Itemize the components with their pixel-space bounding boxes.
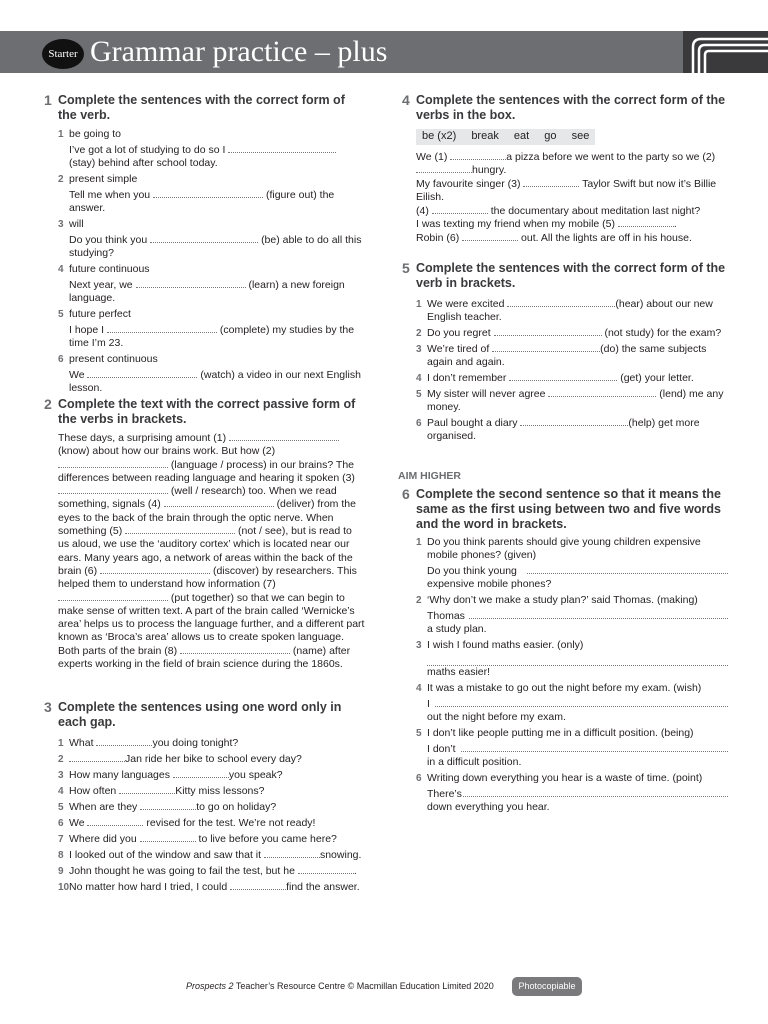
item-prompt: be going to [69,128,121,140]
item-number: 2 [58,754,64,765]
item-text: I looked out of the window and saw that it [69,849,262,861]
item-prompt: I wish I found maths easier. (only) [427,639,584,651]
word-box-item: break [471,130,499,142]
item-text: When are they [69,801,138,813]
list-item [416,388,728,414]
answer-gap[interactable] [140,801,196,810]
item-text: find the answer. [286,881,360,893]
item-text: We were excited [427,298,505,310]
answer-gap[interactable] [463,788,728,797]
answer-gap[interactable] [173,769,229,778]
answer-gap[interactable] [87,369,197,378]
answer-gap[interactable] [469,610,728,619]
item-prompt: will [69,218,84,230]
item-text: How often [69,785,117,797]
answer-gap[interactable] [432,205,488,214]
list-item [58,308,365,350]
item-number: 6 [416,773,422,784]
list-item [58,753,365,766]
list-item [58,353,365,395]
item-number: 6 [58,354,64,365]
item-prompt: It was a mistake to go out the night before my exam. (wish) [427,682,702,694]
exercise-1 [40,93,365,398]
list-item [416,594,728,636]
item-number: 4 [416,373,422,384]
item-text: to live before you came here? [198,833,337,845]
item-text: . [673,218,677,230]
list-item [58,833,365,846]
answer-gap[interactable] [450,151,506,160]
answer-gap[interactable] [527,565,728,574]
item-number: 5 [416,728,422,739]
passage-segment: (discover) by researchers. This helped them to understand how information (7) [58,564,357,591]
answer-gap[interactable] [507,298,615,307]
exercise-instruction: Complete the sentences with the correct form of the verb. [58,93,345,122]
item-number: 1 [416,537,422,548]
item-text: revised for the test. We’re not ready! [146,817,316,829]
item-text: out. All the lights are off in his house. [521,231,692,244]
exercise-number: 1 [44,92,52,108]
list-item [58,128,365,170]
passage-segment: (not / see), but is read to us aloud, we use the ‘auditory cortex’ which is located near our ears. Many years ago, a network of areas within the back of the brain (6) [58,525,353,577]
answer-gap[interactable] [548,388,656,397]
item-text: We (1) [416,150,448,163]
item-text: I’ve got a lot of studying to do so I [69,144,226,156]
exercise-4 [398,93,728,245]
answer-gap[interactable] [230,881,286,890]
answer-gap[interactable] [69,753,125,762]
answer-gap[interactable] [119,785,175,794]
exercise-number: 6 [402,486,410,502]
answer-gap[interactable] [58,592,168,601]
list-item [416,327,728,340]
exercise-instruction: Complete the text with the correct passive form of the verbs in brackets. [58,397,356,426]
item-number: 5 [416,389,422,400]
item-text: snowing. [319,849,362,861]
answer-gap[interactable] [153,189,263,198]
header-corner-tab [683,31,768,73]
list-item [58,817,365,830]
item-number: 2 [58,174,64,185]
answer-gap[interactable] [140,833,196,842]
item-number: 10 [58,882,70,893]
item-text: We [69,817,85,829]
item-text: I hope I [69,324,105,336]
passage-text [40,432,365,671]
item-text: (get) your letter. [620,372,694,384]
item-text: I [427,698,430,710]
item-text: you speak? [228,769,283,781]
item-text: Do you regret [427,327,491,339]
item-text: (watch) a video in our next English lesson. [69,369,361,394]
item-text: in a difficult position. [427,756,522,768]
item-text: We [69,369,85,381]
answer-gap[interactable] [509,372,617,381]
item-prompt: I don’t like people putting me in a difficult position. (being) [427,727,694,739]
word-box-item: be (x2) [422,130,457,142]
book-title: Prospects 2 [186,981,234,991]
item-prompt: Writing down everything you hear is a waste of time. (point) [427,772,703,784]
list-item [58,785,365,798]
list-item [416,727,728,769]
list-item [416,417,728,443]
answer-gap[interactable] [96,737,152,746]
exercise-items [398,129,728,245]
item-number: 2 [416,595,422,606]
exercise-heading [40,397,365,427]
passage-segment: (know) about how our brains work. But how (2) [58,445,276,458]
passage-segment: (name) after experts working in the field of brain science during the 1860s. [58,644,351,671]
item-text: a study plan. [427,623,487,635]
item-text: you doing tonight? [152,737,239,749]
copyright-text: Teacher’s Resource Centre © Macmillan Education Limited 2020 [233,981,494,991]
item-number: 5 [58,802,64,813]
item-text: down everything you hear. [427,801,550,813]
list-item [416,682,728,724]
answer-gap[interactable] [523,178,579,187]
exercise-heading [40,93,365,123]
answer-gap[interactable] [462,232,518,241]
answer-gap[interactable] [150,234,258,243]
passage-segment: (language / process) in our brains? The differences between reading language and hearing it spoken (3) [58,458,355,484]
answer-gap[interactable] [164,498,274,507]
answer-gap[interactable] [58,485,168,494]
item-number: 6 [58,818,64,829]
item-text: (4) [416,204,429,217]
list-item [58,737,365,750]
exercise-3 [40,700,365,897]
item-number: 3 [58,770,64,781]
item-text: My sister will never agree [427,388,546,400]
exercise-items [398,298,728,443]
passage-segment: These days, a surprising amount (1) [58,432,227,444]
item-text: a pizza before we went to the party so we (2) [506,150,716,163]
exercise-instruction: Complete the second sentence so that it means the same as the first using between two and five words and the word in brackets. [416,487,721,531]
answer-gap[interactable] [136,279,246,288]
item-text: Where did you [69,833,137,845]
exercise-number: 4 [402,92,410,108]
sentence [416,218,728,232]
item-number: 1 [416,299,422,310]
item-text: Taylor Swift but now it’s Billie Eilish. [416,177,717,203]
item-text: I was texting my friend when my mobile (5) [416,218,615,230]
exercise-instruction: Complete the sentences using one word only in each gap. [58,700,342,729]
list-item [58,173,365,215]
sentence [416,151,728,178]
item-text: Next year, we [69,279,133,291]
exercise-instruction: Complete the sentences with the correct form of the verbs in the box. [416,93,726,122]
answer-gap[interactable] [427,655,728,666]
answer-gap[interactable] [107,324,217,333]
item-text: Do you think young [427,565,517,577]
item-prompt: future continuous [69,263,150,275]
sentence [416,178,728,205]
item-text: (stay) behind after school today. [69,157,218,169]
item-text: (help) get more organised. [427,417,700,442]
exercise-items [40,128,365,395]
exercise-heading [40,700,365,730]
word-box-item: go [544,130,557,142]
item-number: 2 [416,328,422,339]
item-number: 4 [58,264,64,275]
item-text: the documentary about meditation last night? [490,204,701,217]
item-text: How many languages [69,769,170,781]
item-number: 3 [58,219,64,230]
sentence [416,205,728,219]
item-text: (do) the same subjects again and again. [427,343,707,368]
item-text: (be) able to do all this studying? [69,234,362,259]
item-number: 5 [58,309,64,320]
item-text: Tell me when you [69,189,151,201]
list-item [416,639,728,679]
item-text: hungry. [472,164,507,176]
item-prompt: present simple [69,173,138,185]
footer-credit [186,980,494,992]
item-text: What [69,737,94,749]
item-number: 3 [416,344,422,355]
arc-decoration-icon [683,31,768,73]
item-text: out the night before my exam. [427,711,566,723]
item-number: 1 [58,738,64,749]
answer-gap[interactable] [100,565,210,574]
item-text: (learn) a new foreign language. [69,279,345,304]
item-text: Kitty miss lessons? [175,785,265,797]
item-prompt: ‘Why don’t we make a study plan?’ said Thomas. (making) [427,594,698,606]
answer-gap[interactable] [264,849,320,858]
answer-gap[interactable] [618,218,674,227]
item-text: to go on holiday? [196,801,277,813]
item-text: (complete) my studies by the time I’m 23. [69,324,355,349]
item-text: John thought he was going to fail the test, but he [69,865,295,877]
answer-gap[interactable] [180,645,290,654]
answer-gap[interactable] [125,525,235,534]
photocopiable-badge: Photocopiable [512,977,582,996]
word-box-item: see [571,130,590,142]
exercise-heading [398,487,728,532]
item-text: (hear) about our new English teacher. [427,298,713,323]
answer-gap[interactable] [435,698,728,707]
item-text: Do you think you [69,234,148,246]
passage-segment: (well / research) too. When we read something, signals (4) [58,485,337,511]
word-box-item: eat [513,130,530,142]
item-number: 1 [58,129,64,140]
item-text: Paul bought a diary [427,417,518,429]
item-prompt: Do you think parents should give young children expensive mobile phones? (given) [427,536,701,561]
exercise-number: 2 [44,396,52,412]
item-number: 8 [58,850,64,861]
list-item [58,769,365,782]
item-text: Jan ride her bike to school every day? [125,753,302,765]
exercise-heading [398,261,728,291]
passage-segment: (deliver) from the eyes to the back of the brain through the optic nerve. When something (5) [58,498,356,538]
exercise-5 [398,261,728,446]
word-box [416,129,595,145]
item-text: There’s [427,788,462,800]
list-item [58,881,365,894]
item-text: Robin (6) [416,231,460,244]
item-number: 6 [416,418,422,429]
exercise-items [398,536,728,814]
item-text: I don’t [427,743,456,755]
starter-badge: Starter [42,39,84,69]
item-number: 7 [58,834,64,845]
item-text: expensive mobile phones? [427,578,552,590]
list-item [58,865,365,878]
item-text: We’re tired of [427,343,490,355]
item-text: My favourite singer (3) [416,177,521,190]
answer-gap[interactable] [461,743,728,752]
item-number: 4 [58,786,64,797]
item-prompt: present continuous [69,353,158,365]
answer-gap[interactable] [229,432,339,441]
sentence [416,232,728,246]
list-item [58,263,365,305]
answer-gap[interactable] [492,343,600,352]
item-text: maths easier! [427,666,491,678]
answer-gap[interactable] [416,164,472,173]
exercise-number: 5 [402,260,410,276]
answer-gap[interactable] [228,144,336,153]
exercise-heading [398,93,728,123]
item-number: 9 [58,866,64,877]
item-text: (lend) me any money. [427,388,724,413]
list-item [416,298,728,324]
answer-gap[interactable] [494,327,602,336]
list-item [58,801,365,814]
item-prompt: future perfect [69,308,131,320]
list-item [58,218,365,260]
page-title: Grammar practice – plus [90,35,388,68]
exercise-number: 3 [44,699,52,715]
item-text: (figure out) the answer. [69,189,335,214]
item-number: 4 [416,683,422,694]
answer-gap[interactable] [58,459,168,468]
answer-gap[interactable] [298,865,354,874]
item-text: Thomas [427,610,465,622]
passage-segment: (put together) so that we can begin to make sense of written text. A part of the brain called ‘Wernicke’s area’ helps us to process the language further, and a different part known as ‘Broca’s area’ allows us to create spoken language. Both parts of the brain (8) [58,591,365,657]
list-item [416,343,728,369]
exercise-2 [40,397,365,671]
aim-higher-label: AIM HIGHER [398,470,461,482]
list-item [416,772,728,814]
list-item [416,372,728,385]
exercise-items [40,737,365,894]
exercise-instruction: Complete the sentences with the correct form of the verb in brackets. [416,261,726,290]
list-item [416,536,728,591]
item-text: I don’t remember [427,372,507,384]
item-text: No matter how hard I tried, I could [69,881,228,893]
item-number: 3 [416,640,422,651]
answer-gap[interactable] [87,817,143,826]
list-item [58,849,365,862]
item-text: . [353,865,357,877]
exercise-6 [398,487,728,817]
item-text: (not study) for the exam? [604,327,722,339]
answer-gap[interactable] [520,417,628,426]
